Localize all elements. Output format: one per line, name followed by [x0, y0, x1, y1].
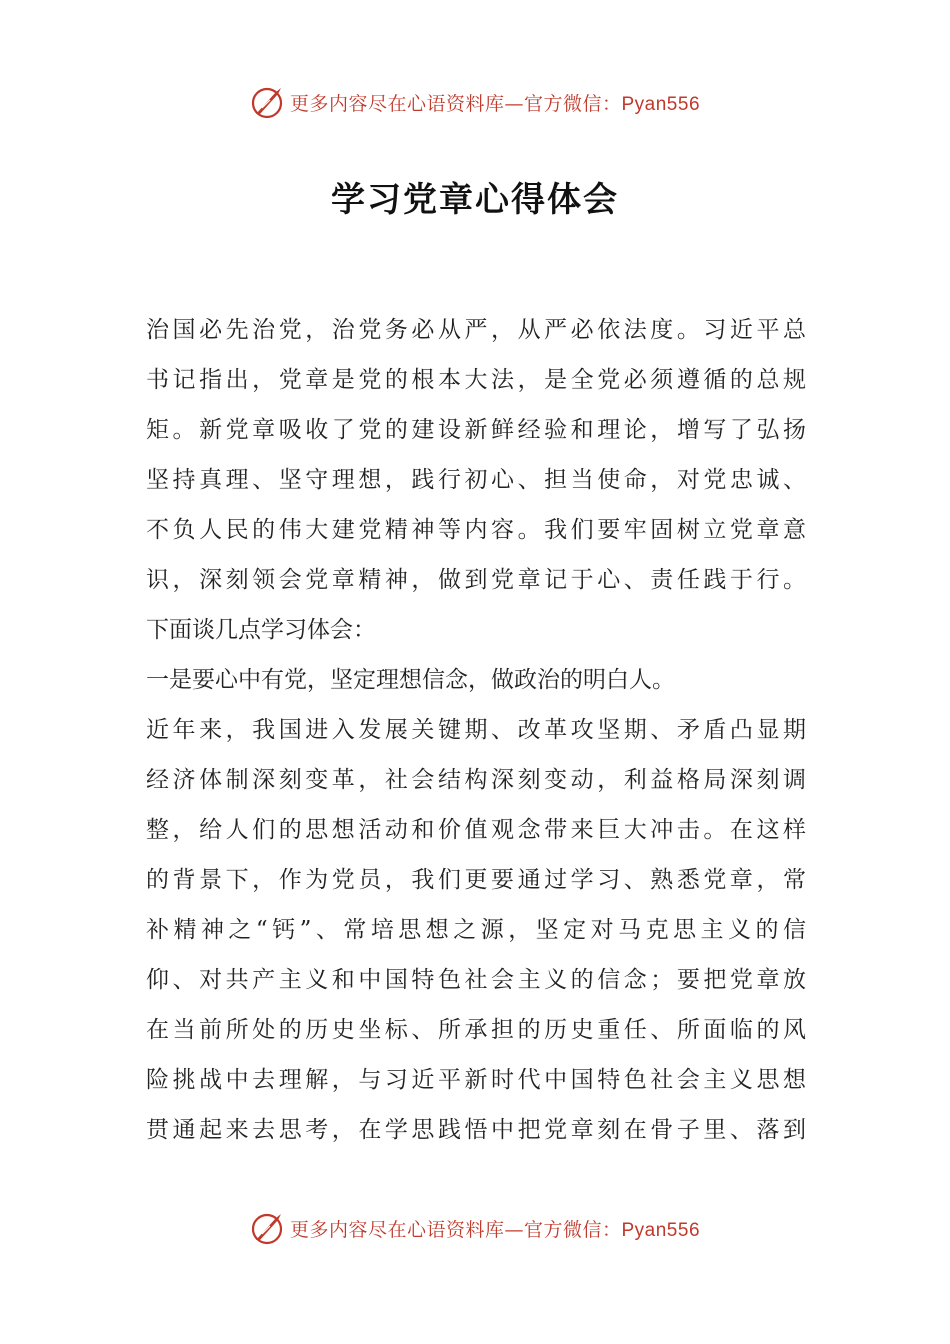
banner-wechat-label: 官方微信：	[523, 92, 622, 115]
text-line: 仰、对共产主义和中国特色社会主义的信念；要把党章放	[146, 967, 806, 993]
text-line: 识，深刻领会党章精神，做到党章记于心、责任践于行。	[146, 567, 806, 593]
text-line: 在当前所处的历史坐标、所承担的历史重任、所面临的风	[146, 1017, 806, 1043]
footer-banner	[0, 1208, 950, 1248]
banner-slogan: 更多内容尽在心语资料库—	[289, 92, 524, 115]
text-line: 的背景下，作为党员，我们更要通过学习、熟悉党章，常	[146, 867, 806, 893]
text-line: 险挑战中去理解，与习近平新时代中国特色社会主义思想	[146, 1067, 806, 1093]
text-line: 贯通起来去思考，在学思践悟中把党章刻在骨子里、落到	[146, 1117, 806, 1143]
document-title: 学习党章心得体会	[331, 180, 619, 220]
text-line: 下面谈几点学习体会：	[146, 617, 376, 643]
banner-slogan: 更多内容尽在心语资料库—	[289, 1218, 524, 1241]
banner-wechat-id: Pyan556	[621, 1219, 701, 1241]
text-line: 坚持真理、坚守理想，践行初心、担当使命，对党忠诚、	[146, 467, 806, 493]
text-line: 经济体制深刻变革，社会结构深刻变动，利益格局深刻调	[146, 767, 806, 793]
banner-wechat-id: Pyan556	[621, 93, 701, 115]
text-line: 治国必先治党，治党务必从严，从严必依法度。习近平总	[146, 317, 806, 343]
header-banner	[0, 82, 950, 122]
text-line: 一是要心中有党，坚定理想信念，做政治的明白人。	[146, 667, 675, 693]
text-line: 补精神之“钙”、常培思想之源，坚定对马克思主义的信	[146, 917, 806, 943]
banner-text	[290, 89, 700, 116]
text-line: 矩。新党章吸收了党的建设新鲜经验和理论，增写了弘扬	[146, 417, 806, 443]
banner-text	[290, 1215, 700, 1242]
quill-logo-icon	[250, 84, 286, 120]
document-body	[146, 305, 806, 1155]
text-line: 书记指出，党章是党的根本大法，是全党必须遵循的总规	[146, 367, 806, 393]
text-line: 近年来，我国进入发展关键期、改革攻坚期、矛盾凸显期	[146, 717, 806, 743]
banner-wechat-label: 官方微信：	[523, 1218, 622, 1241]
quill-logo-icon	[250, 1210, 286, 1246]
text-line: 整，给人们的思想活动和价值观念带来巨大冲击。在这样	[146, 817, 806, 843]
text-line: 不负人民的伟大建党精神等内容。我们要牢固树立党章意	[146, 517, 806, 543]
